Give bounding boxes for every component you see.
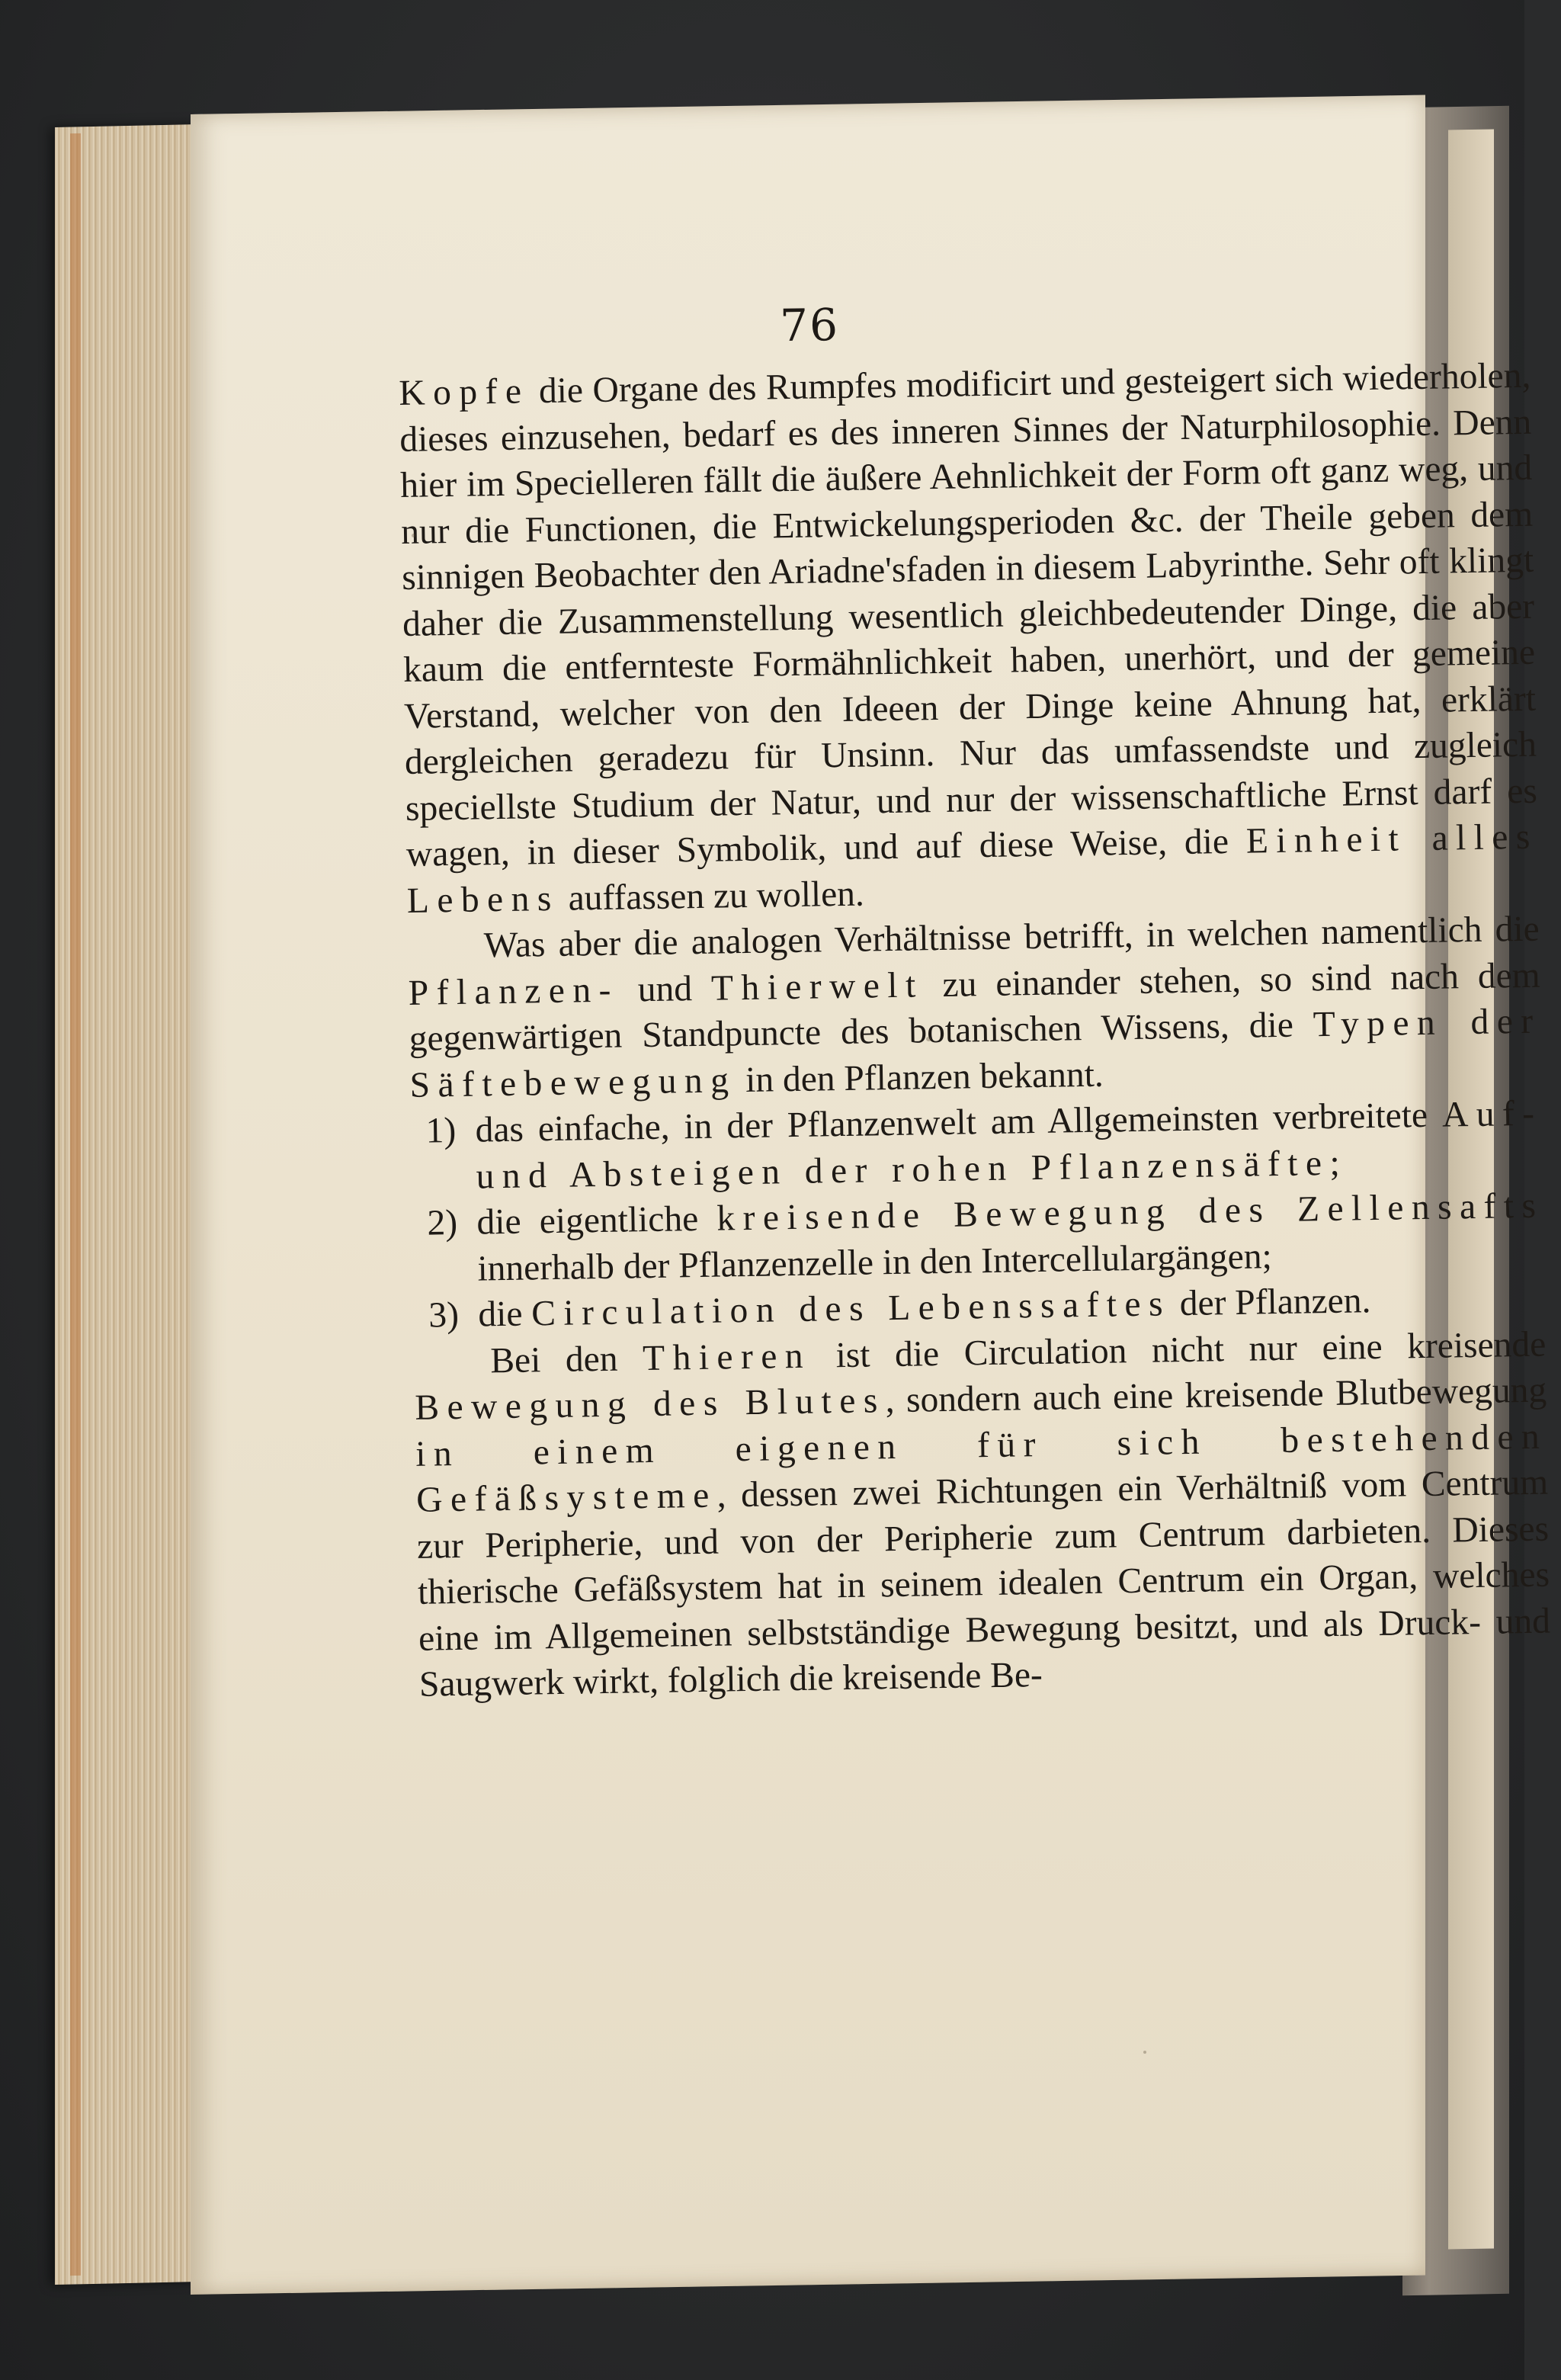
text-run: der Pflanzen. [1170, 1281, 1371, 1324]
paragraph [399, 353, 1539, 924]
list-number: 2) [427, 1202, 458, 1243]
spaced-emphasis-text: Thieren [642, 1336, 812, 1378]
list-item [427, 1183, 1545, 1293]
spaced-emphasis-text: Thierwelt [710, 964, 925, 1009]
spaced-emphasis-text: kreisende Bewegung des Zellensafts [716, 1185, 1544, 1239]
body-text [399, 353, 1551, 1708]
spaced-emphasis-text: Einheit alles Lebens [406, 816, 1539, 921]
spaced-emphasis-text: Circulation des Lebenssaftes [530, 1284, 1172, 1334]
spaced-emphasis-text: Typen der Säftebewegung [409, 1001, 1541, 1105]
text-run: die Organe des Rumpfes modificirt und gesteigert sich wiederholen, dieses einzusehen, bedarf es des inneren Sinnes der Naturphilosophie. Denn hier im Specielleren fällt die äußere Aehnlichkeit der Form oft ganz weg, und nur die Functionen, die Entwickelungsperioden &c. der Theile geben dem sinnigen Beobachter den Ariadne'sfaden in diesem Labyrinthe. Sehr oft klingt daher die Zusammenstellung wesentlich gleichbedeutender Dinge, die aber kaum die entfernteste Formähnlichkeit haben, unerhört, und der gemeine Verstand, welcher von den Ideeen der Dinge keine Ahnung hat, erklärt dergleichen geradezu für Unsinn. Nur das umfassendste und zugleich speciellste Studium der Natur, und nur der wissenschaftliche Ernst darf es wagen, in dieser Symbolik, und auf diese Weise, die [399, 355, 1538, 874]
text-run: innerhalb der Pflanzenzelle in den Intercellulargängen; [477, 1236, 1273, 1289]
text-run: , dessen zwei Richtungen ein Verhältniß vom Centrum zur Peripherie, und von der Peripherie zum Centrum darbieten. Dieses thierische Gefäßsystem hat in seinem idealen Centrum ein Organ, welches eine im Allgemeinen selbstständige Bewegung besitzt, und als Druck- und Saugwerk wirkt, folglich die kreisende Be- [416, 1462, 1551, 1705]
spaced-emphasis-text: Kopfe [399, 371, 530, 414]
text-run: auffassen zu wollen. [559, 874, 865, 919]
text-run: ist die Circulation nicht nur eine kreisende [810, 1324, 1547, 1376]
paper-speck [1143, 2051, 1146, 2054]
text-run: Was aber die analogen Verhältnisse betrifft, in welchen namentlich die [483, 909, 1540, 966]
page-content [206, 211, 1551, 2333]
paper-speck [412, 534, 415, 537]
text-run: das einfache, in der Pflanzenwelt am Allgemeinsten verbreitete [475, 1095, 1443, 1150]
page-number: 76 [779, 298, 840, 352]
text-run: in den Pflanzen bekannt. [736, 1054, 1104, 1100]
spaced-emphasis-text: Pflanzen- [408, 970, 620, 1013]
list-item [425, 1091, 1543, 1201]
numbered-list [410, 1091, 1546, 1339]
text-run: ; [1329, 1143, 1341, 1183]
list-number: 3) [428, 1294, 460, 1336]
text-run: die eigentliche [476, 1198, 717, 1243]
spaced-emphasis-text: Auf- und Absteigen der rohen Pflanzensäfte [476, 1093, 1543, 1197]
spaced-emphasis-text: Bewegung des Blutes [414, 1381, 886, 1428]
paragraph [414, 1321, 1551, 1708]
text-run: zu einander stehen, so sind nach dem gegenwärtigen Standpuncte des botanischen Wissens, die [409, 955, 1541, 1059]
text-run: , sondern auch eine kreisende Blutbewegung [885, 1370, 1547, 1421]
red-page-edge [70, 133, 81, 2276]
list-number: 1) [425, 1110, 457, 1151]
text-run: und [618, 968, 712, 1010]
text-run: die [478, 1294, 532, 1335]
spaced-emphasis-text: in einem eigenen für sich bestehenden Gefäßsysteme [415, 1416, 1548, 1520]
text-run: Bei den [489, 1338, 643, 1381]
paper-speck [926, 1037, 931, 1041]
paragraph [407, 906, 1542, 1108]
